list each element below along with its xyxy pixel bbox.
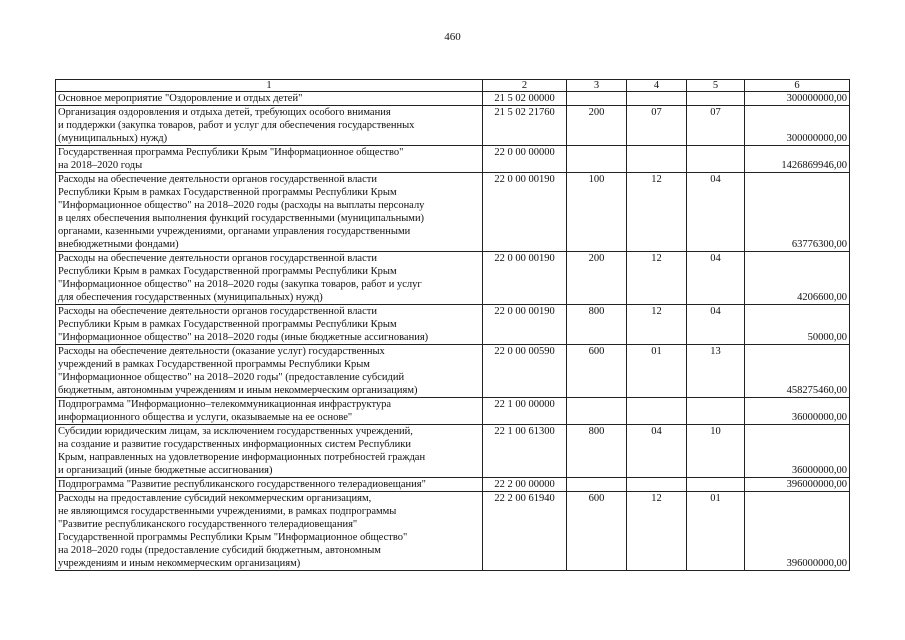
subsection-cell: 13 <box>687 345 745 398</box>
expense-type-cell: 200 <box>567 106 627 146</box>
expense-type-cell: 200 <box>567 252 627 305</box>
page-number: 460 <box>444 31 461 43</box>
table-row <box>56 478 850 492</box>
section-cell <box>627 478 687 492</box>
subsection-cell: 04 <box>687 173 745 252</box>
expense-name-cell: Расходы на обеспечение деятельности органов государственной власти Республики Крым в рамках Государственной программы Республики Крым "Информационное общество" на 2018–2020 годы (закупка товаров, работ и услуг для обеспечения государственных (муниципальных) нужд) <box>56 252 483 305</box>
amount-cell: 4206600,00 <box>745 252 850 305</box>
subsection-cell <box>687 478 745 492</box>
expense-type-cell <box>567 92 627 106</box>
target-article-cell: 22 0 00 00190 <box>483 173 567 252</box>
amount-cell: 50000,00 <box>745 305 850 345</box>
table-row <box>56 425 850 478</box>
header-cell: 1 <box>56 80 483 92</box>
subsection-cell: 04 <box>687 305 745 345</box>
expense-type-cell: 800 <box>567 305 627 345</box>
expense-name-cell: Государственная программа Республики Крым "Информационное общество" на 2018–2020 годы <box>56 146 483 173</box>
expense-name-cell: Подпрограмма "Информационно–телекоммуникационная инфраструктура информационного общества и услуги, оказываемые на ее основе" <box>56 398 483 425</box>
expense-name-cell: Расходы на обеспечение деятельности (оказание услуг) государственных учреждений в рамках Государственной программы Республики Крым "Информационное общество" на 2018–2020 годы" (предоставление субсидий бюджетным, автономным учреждениям и иным некоммерческим организациям) <box>56 345 483 398</box>
target-article-cell: 21 5 02 21760 <box>483 106 567 146</box>
amount-cell: 300000000,00 <box>745 106 850 146</box>
section-cell: 01 <box>627 345 687 398</box>
expense-type-cell <box>567 478 627 492</box>
expense-name-cell: Подпрограмма "Развитие республиканского государственного телерадиовещания" <box>56 478 483 492</box>
amount-cell: 458275460,00 <box>745 345 850 398</box>
target-article-cell: 22 0 00 00590 <box>483 345 567 398</box>
header-cell: 6 <box>745 80 850 92</box>
header-cell: 5 <box>687 80 745 92</box>
expense-type-cell <box>567 398 627 425</box>
expense-name-cell: Организация оздоровления и отдыха детей, требующих особого внимания и поддержки (закупка товаров, работ и услуг для обеспечения государственных (муниципальных) нужд) <box>56 106 483 146</box>
header-cell: 4 <box>627 80 687 92</box>
section-cell: 12 <box>627 492 687 571</box>
subsection-cell: 04 <box>687 252 745 305</box>
table-row <box>56 492 850 571</box>
target-article-cell: 22 0 00 00190 <box>483 305 567 345</box>
target-article-cell: 22 0 00 00000 <box>483 146 567 173</box>
section-cell: 12 <box>627 173 687 252</box>
table-row <box>56 146 850 173</box>
section-cell: 07 <box>627 106 687 146</box>
expense-type-cell <box>567 146 627 173</box>
subsection-cell <box>687 398 745 425</box>
table-row <box>56 305 850 345</box>
table-row <box>56 173 850 252</box>
section-cell <box>627 92 687 106</box>
expense-name-cell: Расходы на обеспечение деятельности органов государственной власти Республики Крым в рамках Государственной программы Республики Крым "Информационное общество" на 2018–2020 годы (иные бюджетные ассигнования) <box>56 305 483 345</box>
target-article-cell: 21 5 02 00000 <box>483 92 567 106</box>
table-row <box>56 398 850 425</box>
amount-cell: 63776300,00 <box>745 173 850 252</box>
expense-name-cell: Основное мероприятие "Оздоровление и отдых детей" <box>56 92 483 106</box>
subsection-cell: 07 <box>687 106 745 146</box>
table-header-row <box>56 80 850 92</box>
table-row <box>56 345 850 398</box>
amount-cell: 36000000,00 <box>745 425 850 478</box>
section-cell: 12 <box>627 252 687 305</box>
section-cell: 04 <box>627 425 687 478</box>
budget-table <box>55 79 850 571</box>
header-cell: 3 <box>567 80 627 92</box>
target-article-cell: 22 2 00 61940 <box>483 492 567 571</box>
amount-cell: 36000000,00 <box>745 398 850 425</box>
amount-cell: 300000000,00 <box>745 92 850 106</box>
subsection-cell: 01 <box>687 492 745 571</box>
subsection-cell <box>687 92 745 106</box>
expense-name-cell: Расходы на обеспечение деятельности органов государственной власти Республики Крым в рамках Государственной программы Республики Крым "Информационное общество" на 2018–2020 годы (расходы на выплаты персоналу в целях обеспечения выполнения функций государственными (муниципальными) органами, казенными учреждениями, органами управления государственными внебюджетными фондами) <box>56 173 483 252</box>
expense-type-cell: 600 <box>567 345 627 398</box>
table-row <box>56 92 850 106</box>
expense-name-cell: Расходы на предоставление субсидий некоммерческим организациям, не являющимся государственными учреждениями, в рамках подпрограммы "Развитие республиканского государственного телерадиовещания" Государственной программы Республики Крым "Информационное общество" на 2018–2020 годы (предоставление субсидий бюджетным, автономным учреждениям и иным некоммерческим организациям) <box>56 492 483 571</box>
amount-cell: 396000000,00 <box>745 478 850 492</box>
header-cell: 2 <box>483 80 567 92</box>
expense-type-cell: 600 <box>567 492 627 571</box>
section-cell <box>627 398 687 425</box>
section-cell: 12 <box>627 305 687 345</box>
target-article-cell: 22 2 00 00000 <box>483 478 567 492</box>
expense-name-cell: Субсидии юридическим лицам, за исключением государственных учреждений, на создание и развитие государственных информационных систем Республики Крым, направленных на удовлетворение информационных потребностей граждан и организаций (иные бюджетные ассигнования) <box>56 425 483 478</box>
expense-type-cell: 100 <box>567 173 627 252</box>
target-article-cell: 22 1 00 00000 <box>483 398 567 425</box>
amount-cell: 396000000,00 <box>745 492 850 571</box>
target-article-cell: 22 1 00 61300 <box>483 425 567 478</box>
expense-type-cell: 800 <box>567 425 627 478</box>
target-article-cell: 22 0 00 00190 <box>483 252 567 305</box>
table-row <box>56 252 850 305</box>
subsection-cell: 10 <box>687 425 745 478</box>
subsection-cell <box>687 146 745 173</box>
section-cell <box>627 146 687 173</box>
table-row <box>56 106 850 146</box>
amount-cell: 1426869946,00 <box>745 146 850 173</box>
